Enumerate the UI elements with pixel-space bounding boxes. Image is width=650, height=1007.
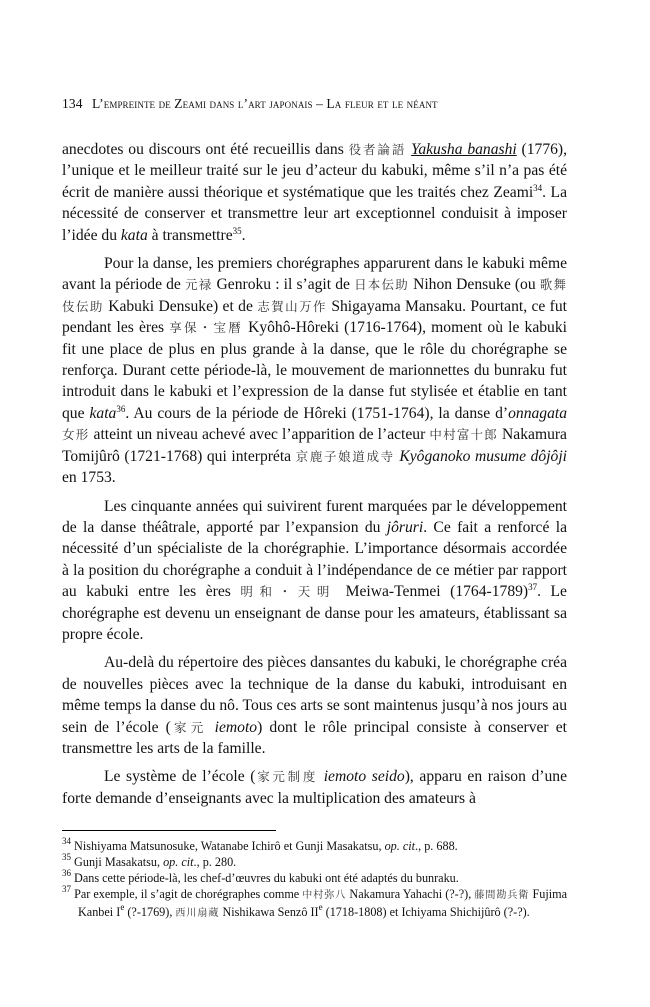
text-run: ., p. 688. <box>415 839 458 853</box>
text-run: Les cinquante années qui suivirent furent marquées par le développement de la danse théâtrale, apporté par l’expansion du <box>62 497 567 536</box>
paragraph <box>62 139 567 246</box>
running-title: L’empreinte de Zeami dans l’art japonais – La fleur et le néant <box>92 96 438 111</box>
japanese-text: 役者論語 <box>348 142 407 157</box>
text-run: . Ce fait a renforcé la nécessité d’un spécialiste de la chorégraphie. L’importance désormais accordée à la position du chorégraphe a conduit à l’indépendance de ce métier par rapport au kabuki entre les ères <box>62 518 567 601</box>
text-run: Nishiyama Matsunosuke, Watanabe Ichirô et Gunji Masakatsu, <box>71 839 385 853</box>
superscript: 35 <box>232 225 242 236</box>
text-run: Au-delà du répertoire des pièces dansantes du kabuki, le chorégraphe créa de nouvelles pièces avec la technique de la danse du kabuki, introduisant en même temps la danse du nô. Tous ces arts se sont maintenus jusqu’à nos jours au sein de l’école ( <box>62 654 567 736</box>
text-run: ., p. 280. <box>193 855 237 869</box>
text-run: (1718-1808) et Ichiyama Shichijûrô (?-?). <box>322 905 530 919</box>
text-run: Nakamura Yahachi (?-?), <box>346 887 475 901</box>
text-run: anecdotes ou discours ont été recueillis dans <box>62 141 349 158</box>
text-run: Shigayama Mansaku. Pourtant, ce fut pendant les ères <box>62 297 567 337</box>
footnote <box>62 870 567 886</box>
superscript: 37 <box>62 884 71 894</box>
superscript: 36 <box>62 868 71 878</box>
text-run: atteint un niveau achevé avec l’apparition de l’acteur <box>89 426 430 444</box>
italic-text: iemoto <box>214 718 258 736</box>
running-header <box>62 96 438 112</box>
page-number: 134 <box>62 96 83 111</box>
superscript: 37 <box>528 582 538 593</box>
footnote <box>62 854 567 870</box>
paragraph <box>62 766 567 809</box>
superscript: e <box>120 902 125 912</box>
superscript: 36 <box>116 403 126 414</box>
text-run: . La nécessité de conserver et transmettre leur art exceptionnel conduisit à imposer l’idée du <box>62 183 567 244</box>
paragraph <box>62 652 567 759</box>
text-run: Par exemple, il s’agit de chorégraphes comme <box>71 887 303 901</box>
text-run: Fujima Kanbei I <box>78 887 567 919</box>
text-run: ) dont le rôle principal consiste à conserver et transmettre les arts de la famille. <box>62 718 567 757</box>
japanese-text: 女形 <box>62 427 90 443</box>
text-run: Genroku : il s’agit de <box>212 276 355 294</box>
italic-text: onnagata <box>508 404 568 422</box>
text-run: Nihon Densuke (ou <box>408 276 540 294</box>
japanese-text: 明和・天明 <box>240 584 337 600</box>
text-run: en 1753. <box>62 469 116 487</box>
footnote <box>62 838 567 854</box>
superscript: e <box>318 902 323 912</box>
footnotes <box>62 838 567 922</box>
japanese-text: 家元制度 <box>255 769 319 785</box>
text-run: Kabuki Densuke) et de <box>103 297 258 315</box>
paragraph <box>62 253 567 488</box>
italic-text: op. cit <box>384 839 416 853</box>
japanese-text: 中村富十郎 <box>429 427 498 443</box>
paragraph <box>62 496 567 646</box>
japanese-text: 京鹿子娘道成寺 <box>295 448 395 464</box>
text-run: Meiwa-Tenmei (1764-1789) <box>336 583 529 601</box>
text-run: . Le chorégraphe est devenu un enseignant de danse pour les amateurs, établissant sa propre école. <box>62 583 567 643</box>
superscript: 35 <box>62 852 71 862</box>
japanese-text: 日本伝助 <box>354 277 409 293</box>
superscript: 34 <box>533 182 543 193</box>
text-run: (1776), l’unique et le meilleur traité sur le jeu d’acteur du kabuki, même s’il n’a pas été écrit de manière aussi théorique et systématique que les traités chez Zeami <box>62 141 568 201</box>
italic-text: iemoto seido <box>323 768 405 786</box>
italic-text: Kyôganoko musume dôjôji <box>399 447 567 465</box>
italic-text: Yakusha banashi <box>411 141 517 158</box>
text-run: à transmettre <box>147 226 233 244</box>
footnote <box>62 886 567 922</box>
japanese-text: 志賀山万作 <box>257 298 327 314</box>
superscript: 34 <box>62 836 71 846</box>
italic-text: op. cit <box>163 855 194 869</box>
text-run: . Au cours de la période de Hôreki (1751-1764), la danse d’ <box>125 404 509 422</box>
japanese-text: 元禄 <box>184 277 213 293</box>
text-run: Pour la danse, les premiers chorégraphes apparurent dans le kabuki même avant la période de <box>62 255 567 294</box>
text-run: (?-1769), <box>124 905 176 919</box>
japanese-text: 家元 <box>170 719 208 735</box>
body-text <box>62 139 567 816</box>
japanese-text: 中村弥八 <box>302 890 347 901</box>
text-run: ), apparu en raison d’une forte demande d’enseignants avec la multiplication des amateurs à <box>62 768 567 807</box>
text-run: Kyôhô-Hôreki (1716-1764), moment où le kabuki fit une place de plus en plus grande à la danse, que le rôle du chorégraphe se renforça. Durant cette période-là, le mouvement de marionnettes du bunraku fut introduit dans le kabuki et l’expression de la danse fut stylisée et établie en tant que <box>62 319 567 422</box>
text-run: Dans cette période-là, les chef-d’œuvres du kabuki ont été adaptés du bunraku. <box>71 871 459 885</box>
italic-text: jôruri <box>386 518 424 536</box>
italic-text: kata <box>89 404 117 422</box>
text-run <box>208 719 215 736</box>
japanese-text: 西川扇蔵 <box>175 908 220 919</box>
text-run: . <box>241 226 246 244</box>
japanese-text: 藤間勘兵衛 <box>474 890 530 901</box>
japanese-text: 歌舞伎伝助 <box>62 277 567 314</box>
japanese-text: 享保・宝暦 <box>169 320 243 336</box>
text-run: Nakamura Tomijûrô (1721-1768) qui interpréta <box>62 426 567 465</box>
footnote-separator <box>62 830 276 831</box>
text-run: Nishikawa Senzô II <box>219 905 319 919</box>
text-run: Gunji Masakatsu, <box>71 855 164 869</box>
text-run: Le système de l’école ( <box>104 768 256 786</box>
italic-text: kata <box>120 226 148 244</box>
